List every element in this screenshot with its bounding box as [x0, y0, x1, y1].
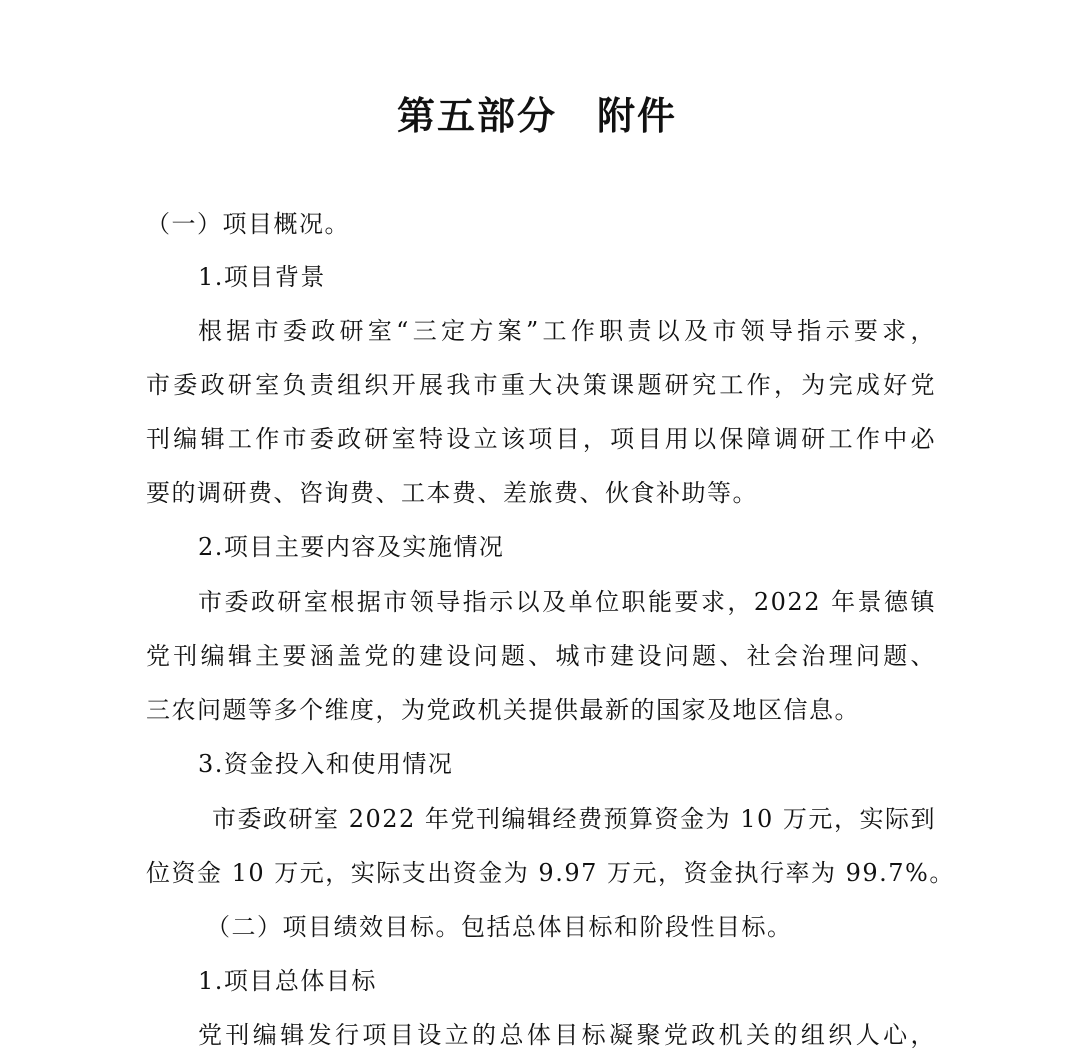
paragraph-line: 党刊编辑发行项目设立的总体目标凝聚党政机关的组织人心， [198, 1021, 936, 1049]
paragraph-line: 市委政研室负责组织开展我市重大决策课题研究工作，为完成好党 [146, 371, 936, 399]
section-heading-goals: （二）项目绩效目标。包括总体目标和阶段性目标。 [206, 913, 793, 941]
paragraph-line: 市委政研室根据市领导指示以及单位职能要求，2022 年景德镇 [198, 588, 936, 616]
paragraph-line: 市委政研室 2022 年党刊编辑经费预算资金为 10 万元，实际到 [212, 805, 936, 833]
page-title: 第五部分 附件 [396, 93, 677, 138]
paragraph-line: 党刊编辑主要涵盖党的建设问题、城市建设问题、社会治理问题、 [146, 642, 936, 670]
subheading-content: 2.项目主要内容及实施情况 [198, 533, 505, 561]
paragraph-line: 刊编辑工作市委政研室特设立该项目，项目用以保障调研工作中必 [146, 425, 936, 453]
paragraph-line: 位资金 10 万元，实际支出资金为 9.97 万元，资金执行率为 99.7%。 [146, 859, 955, 887]
subheading-funding: 3.资金投入和使用情况 [198, 750, 454, 778]
subheading-background: 1.项目背景 [198, 263, 326, 291]
paragraph-line: 要的调研费、咨询费、工本费、差旅费、伙食补助等。 [146, 479, 758, 507]
subheading-overall-goal: 1.项目总体目标 [198, 967, 377, 995]
paragraph-line: 三农问题等多个维度，为党政机关提供最新的国家及地区信息。 [146, 696, 860, 724]
section-heading-overview: （一）项目概况。 [146, 210, 350, 238]
paragraph-line: 根据市委政研室“三定方案”工作职责以及市领导指示要求， [198, 317, 936, 345]
